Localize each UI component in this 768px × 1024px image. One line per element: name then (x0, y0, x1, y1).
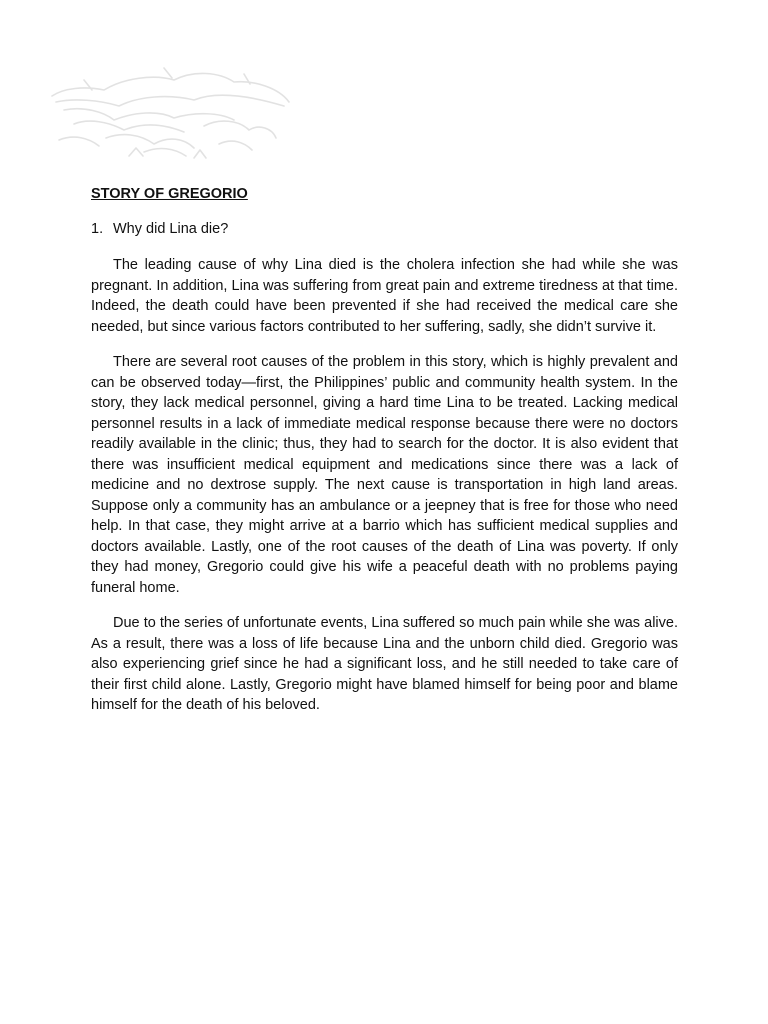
question-number: 1. (91, 221, 104, 237)
question-item (91, 219, 678, 239)
watermark-logo-icon (44, 60, 294, 165)
paragraph-effects: Due to the series of unfortunate events, Lina suffered so much pain while she was alive. As a result, there was a loss of life because Lina and the unborn child died. Gregorio was also experiencing grief since he had a significant loss, and he still needed to take care of their first child alone. Lastly, Gregorio might have blamed himself for being poor and blame himself for the death of his beloved. (91, 615, 678, 713)
document-body (91, 184, 678, 716)
paragraph-root-causes: There are several root causes of the problem in this story, which is highly prevalent and can be observed today—first, the Philippines’ public and community health system. In the story, they lack medical personnel, giving a hard time Lina to be treated. Lacking medical personnel results in a lack of immediate medical response because there were no doctors readily available in the clinic; thus, they had to search for the doctor. It is also evident that there was insufficient medical equipment and medications since there was a lack of medicine and no dextrose supply. The next cause is transportation in high land areas. Suppose only a community has an ambulance or a jeepney that is free for those who need help. In that case, they might arrive at a barrio which has sufficient medical supplies and doctors available. Lastly, one of the root causes of the death of Lina was poverty. If only they had money, Gregorio could give his wife a peaceful death with no problems paying funeral home. (91, 354, 678, 596)
paragraph-cause: The leading cause of why Lina died is the cholera infection she had while she was pregnant. In addition, Lina was suffering from great pain and extreme tiredness at that time. Indeed, the death could have been prevented if she had received the medical care she needed, but since various factors contributed to her suffering, sadly, she didn’t survive it. (91, 257, 678, 335)
document-title: STORY OF GREGORIO (91, 186, 248, 202)
question-text: Why did Lina die? (113, 221, 229, 237)
